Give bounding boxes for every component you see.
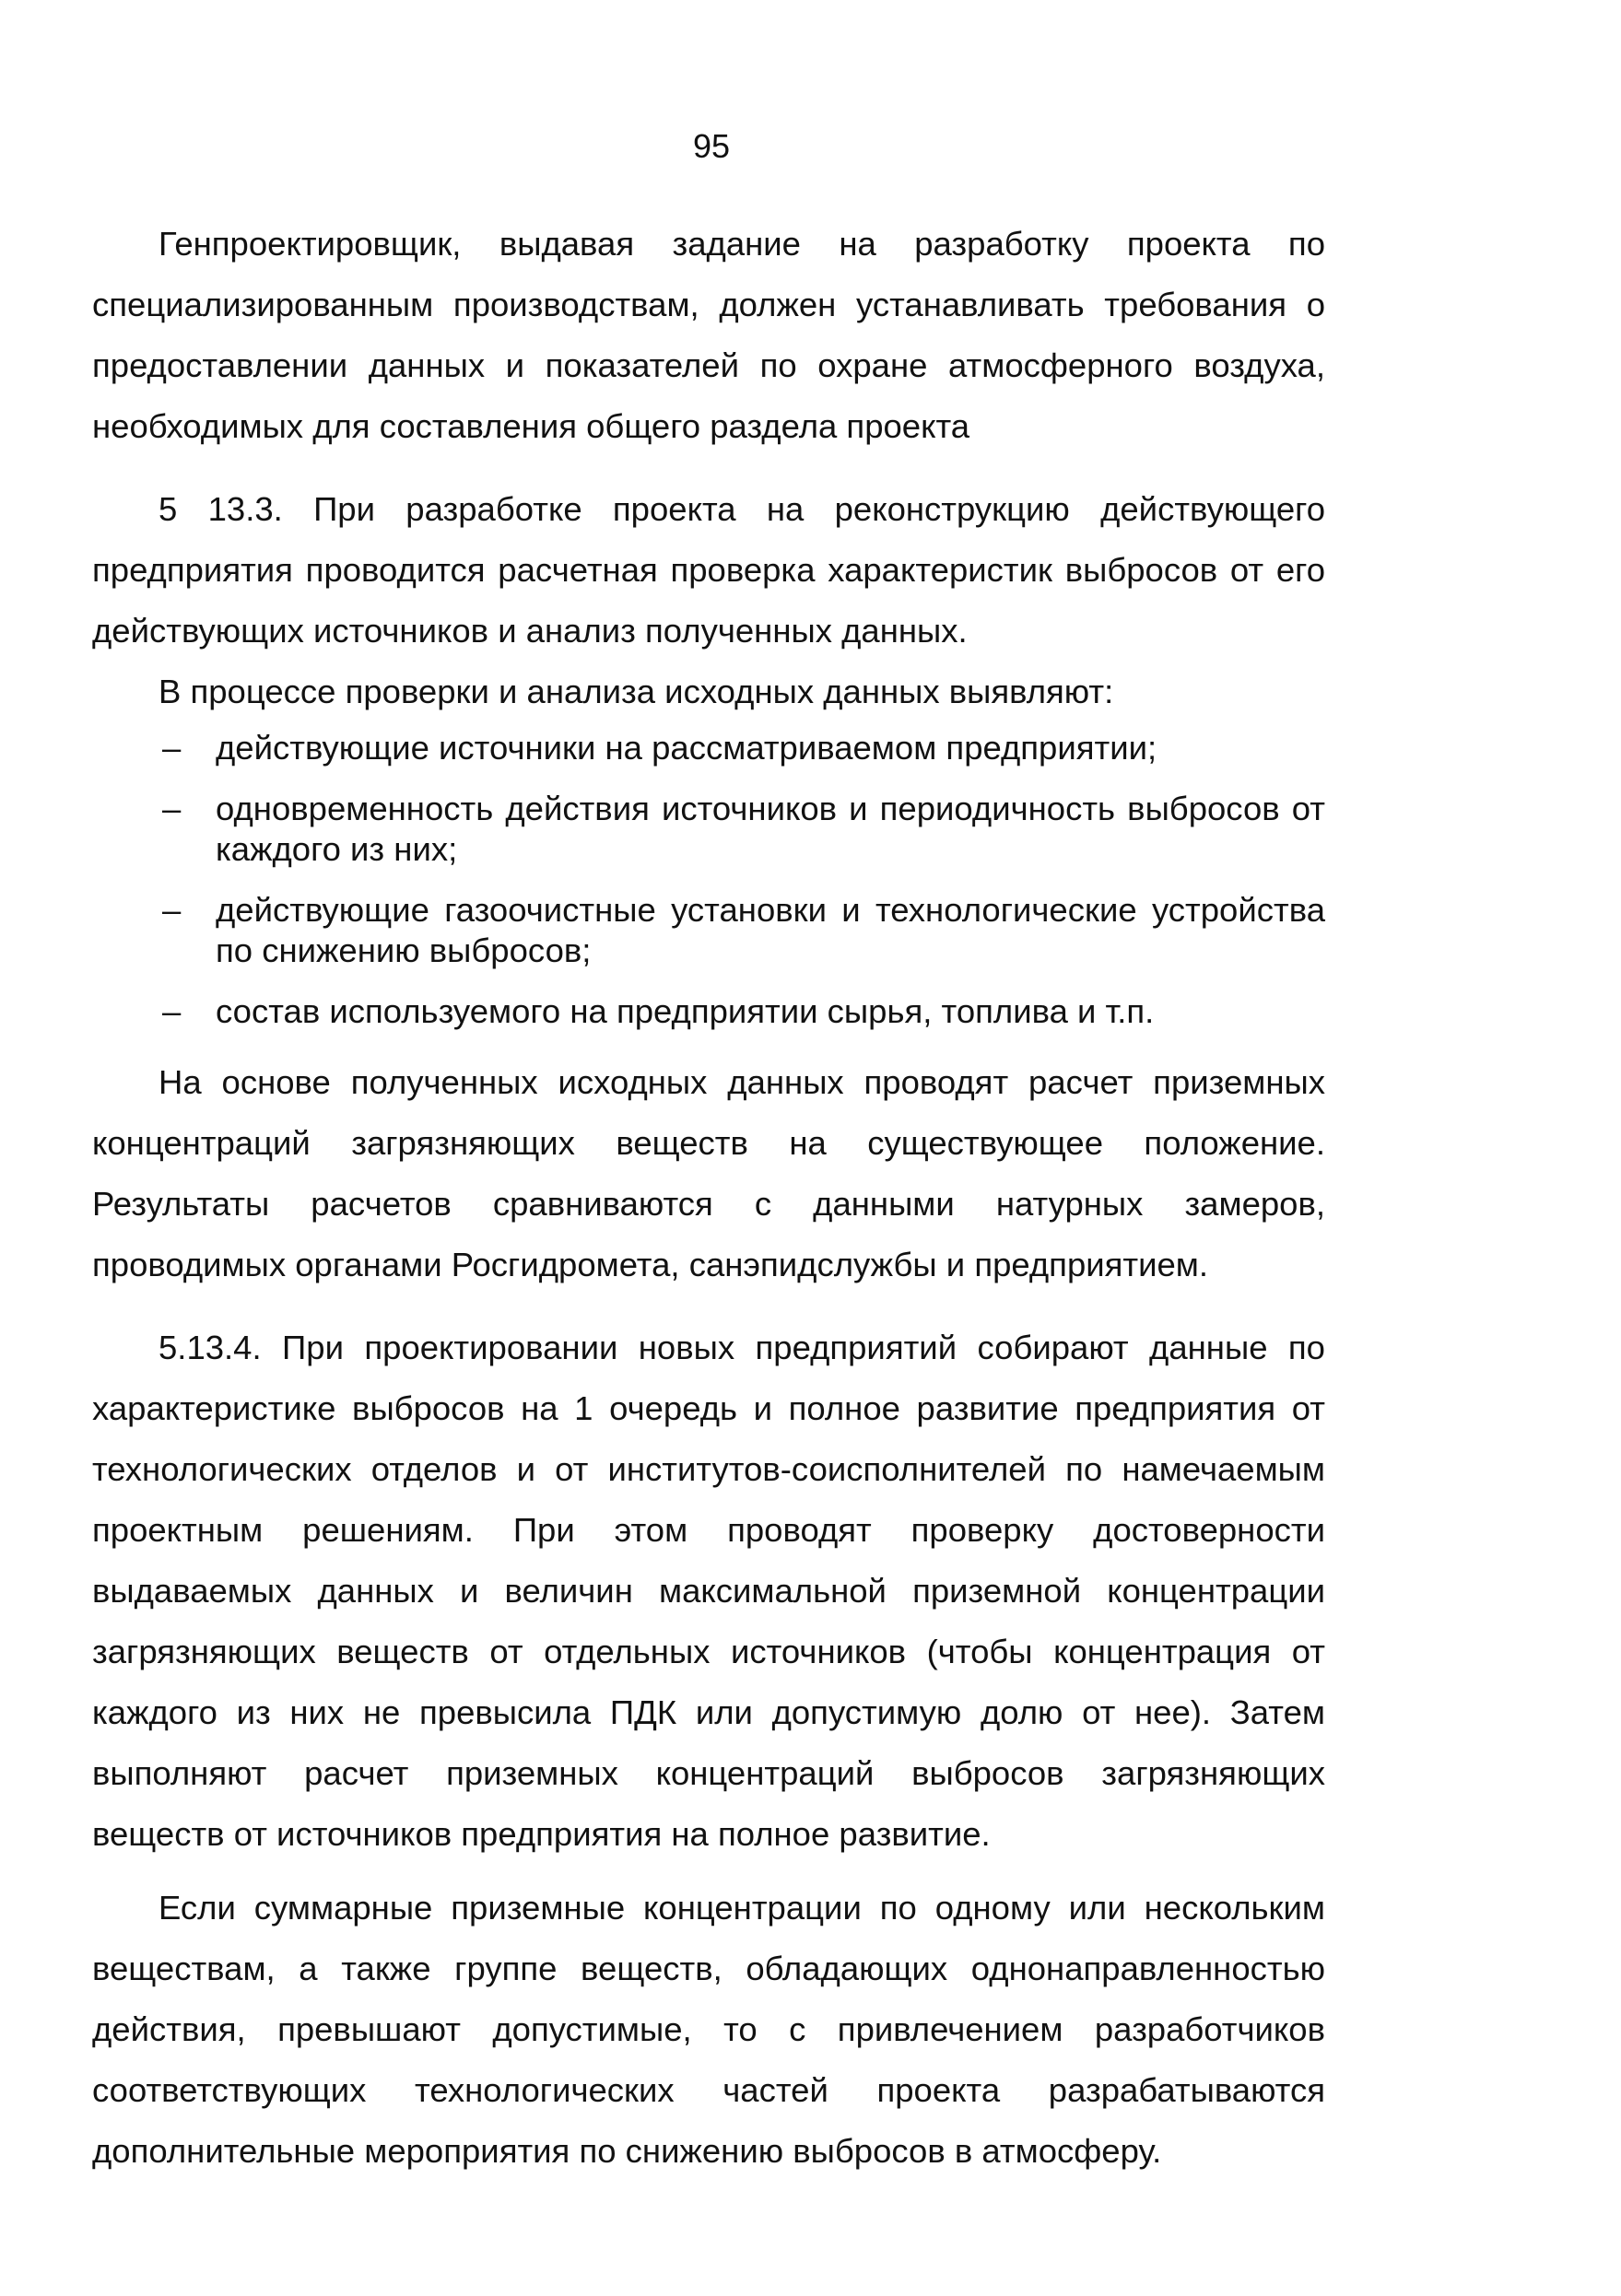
list-dash-marker: – (162, 790, 182, 827)
paragraph-5-13-3: 5 13.3. При разработке проекта на реконструкцию действующего предприятия проводится расчетная проверка характеристик выбросов от его действующих источников и анализ полученных данных. (92, 490, 1325, 650)
paragraph-check-intro: В процессе проверки и анализа исходных данных выявляют: (159, 673, 1114, 710)
list-item-text: одновременность действия источников и периодичность выбросов от каждого из них; (216, 790, 1325, 868)
paragraph-existing-situation: На основе полученных исходных данных проводят расчет приземных концентраций загрязняющих веществ на существующее положение. Результаты расчетов сравниваются с данными натурных замеров, проводимых органами Росгидромета, санэпидслужбы и предприятием. (92, 1063, 1325, 1283)
list-item (92, 890, 1325, 971)
list-item-text: действующие источники на рассматриваемом предприятии; (216, 729, 1157, 767)
list-item-text: действующие газоочистные установки и технологические устройства по снижению выбросов; (216, 891, 1325, 969)
list-item (92, 991, 1325, 1032)
paragraph-5-13-4: 5.13.4. При проектировании новых предприятий собирают данные по характеристике выбросов на 1 очередь и полное развитие предприятия от технологических отделов и от институтов-соисполнителей по намечаемым проектным решениям. При этом проводят проверку достоверности выдаваемых данных и величин максимальной приземной концентрации загрязняющих веществ от отдельных источников (чтобы концентрация от каждого из них не превысила ПДК или допустимую долю от нее). Затем выполняют расчет приземных концентраций выбросов загрязняющих веществ от источников предприятия на полное развитие. (92, 1329, 1325, 1853)
identified-items-list (92, 728, 1325, 1032)
paragraph-general-designer: Генпроектировщик, выдавая задание на разработку проекта по специализированным производствам, должен устанавливать требования о предоставлении данных и показателей по охране атмосферного воздуха, необходимых для составления общего раздела проекта (92, 225, 1325, 445)
list-item-text: состав используемого на предприятии сырья, топлива и т.п. (216, 992, 1155, 1030)
list-dash-marker: – (162, 729, 182, 767)
page-number: 95 (692, 127, 731, 165)
paragraph-additional-measures: Если суммарные приземные концентрации по одному или нескольким веществам, а также группе веществ, обладающих однонаправленностью действия, превышают допустимые, то с привлечением разработчиков соответствующих технологических частей проекта разрабатываются дополнительные мероприятия по снижению выбросов в атмосферу. (92, 1889, 1325, 2170)
list-dash-marker: – (162, 992, 182, 1030)
list-dash-marker: – (162, 891, 182, 929)
list-item (92, 728, 1325, 768)
page-body (92, 214, 1325, 2182)
list-item (92, 789, 1325, 870)
